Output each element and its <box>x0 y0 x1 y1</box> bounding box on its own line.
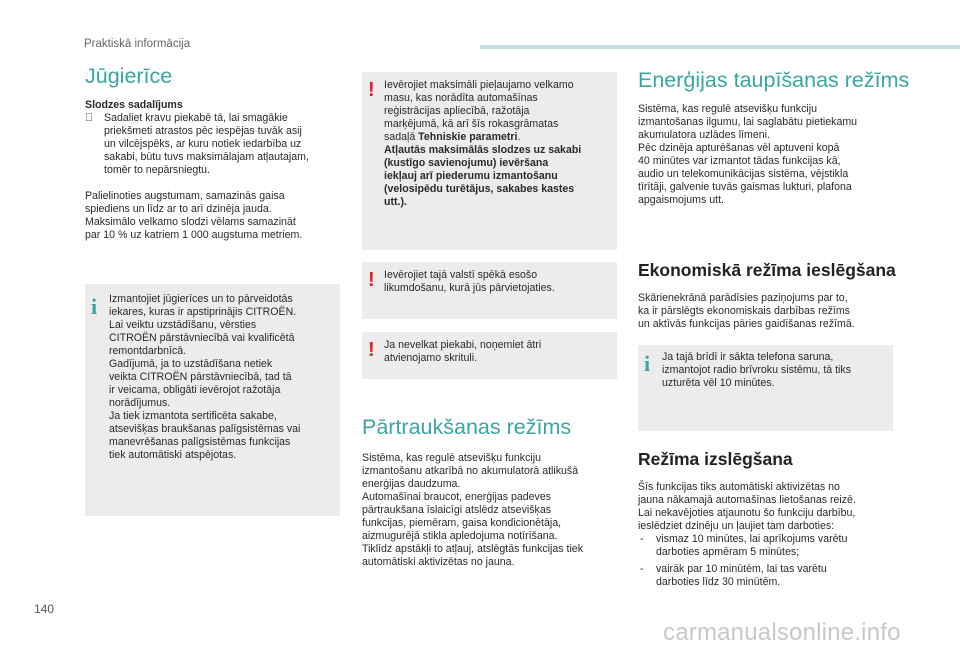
economy-on-paragraph: Skārienekrānā parādīsies paziņojums par to, ka ir pārslēgts ekonomiskais darbības režīms un aktīvās funkcijas pāries gaidīšanas režīmā. <box>638 292 855 330</box>
warning-exclamation-icon: ! <box>368 339 375 361</box>
warning-box-max-mass <box>362 72 617 250</box>
watermark: carmanualsonline.info <box>663 619 901 646</box>
link-technical-params: Tehniskie parametri <box>418 131 518 143</box>
dash-mark: - <box>640 563 644 575</box>
altitude-paragraph: Palielinoties augstumam, samazinās gaisa spiediens un līdz ar to arī dzinēja jauda. Maksimālo velkamo slodzi vēlams samazināt par 10 % uz katriem 1 000 augstuma metriem. <box>85 190 303 241</box>
warning-box-legislation-text: Ievērojiet tajā valstī spēkā esošo likumdošanu, kurā jūs pārvietojaties. <box>384 269 555 294</box>
dash-mark: - <box>640 533 644 545</box>
heading-jugierice: Jūgierīce <box>85 64 173 88</box>
warning-bold-note: Atļautās maksimālās slodzes uz sakabi (kustīgo savienojumu) ievēršana iekļauj arī piederumu izmantošanu (velosipēdu turētājus, sakabes kastes utt.). <box>384 144 582 208</box>
warning-exclamation-icon: ! <box>368 79 375 101</box>
running-header: Praktiskā informācija <box>84 38 191 50</box>
bullet-load-text: Sadaliet kravu piekabē tā, lai smagākie priekšmeti atrastos pēc iespējas tuvāk asij un vilcējspēks, ar kuru notiek iedarbība uz sakabi, būtu tuvs maksimālajam atļautajam, tomēr to nepārsniegtu. <box>104 112 309 176</box>
page-number: 140 <box>34 602 55 616</box>
dash-item-10-minutes: vismaz 10 minūtes, lai aprīkojums varētu darboties apmēram 5 minūtes; <box>656 533 848 558</box>
heading-mode-exit: Režīma izslēgšana <box>638 449 793 469</box>
load-shedding-paragraph: Sistēma, kas regulē atsevišķu funkciju izmantošanu atkarībā no akumulatorā atlikušā enerģijas daudzuma. Automašīnai braucot, enerģijas padeves pārtraukšana īslaicīgi atslēdz atsevišķas funkcijas, piemēram, gaisa kondicionētāja, aizmugurējā stikla apledojuma notīrīšana. Tiklīdz apstākļi to atļauj, atslēgtās funkcijas tiek automātiski aktivizētas no jauna. <box>362 452 583 568</box>
subheading-load-distribution: Slodzes sadalījums <box>85 99 183 111</box>
info-i-icon: i <box>644 351 651 376</box>
bullet-mark <box>85 112 88 124</box>
warning-box-towball-text: Ja nevelkat piekabi, noņemiet ātri atvienojamo skrituli. <box>384 339 542 364</box>
info-box-towbar <box>85 284 340 516</box>
mode-exit-paragraph: Šīs funkcijas tiks automātiski aktivizētas no jauna nākamajā automašīnas lietošanas reizē. Lai nekavējoties atjaunotu šo funkciju darbību, ieslēdziet dzinēju un ļaujiet tam darboties: <box>638 481 856 532</box>
heading-economy-on: Ekonomiskā režīma ieslēgšana <box>638 260 896 280</box>
dash-item-over-10-minutes: vairāk par 10 minūtēm, lai tas varētu darboties līdz 30 minūtēm. <box>656 563 827 588</box>
info-i-icon: i <box>91 294 98 319</box>
info-box-phone-call <box>638 345 893 431</box>
heading-load-shedding: Pārtraukšanas režīms <box>362 415 572 439</box>
warning-box-towball <box>362 332 617 379</box>
heading-energy-saving: Enerģijas taupīšanas režīms <box>638 68 910 92</box>
warning-exclamation-icon: ! <box>368 269 375 291</box>
info-box-towbar-text: Izmantojiet jūgierīces un to pārveidotās iekares, kuras ir apstiprinājis CITROËN. Lai veiktu uzstādīšanu, vērsties CITROËN pārstāvniecībā vai kvalificētā remontdarbnīcā. Gadījumā, ja to uzstādīšana netiek veikta CITROËN pārstāvniecībā, tad tā ir veicama, obligāti ievērojot ražotāja norādījumus. Ja tiek izmantota sertificēta sakabe, atsevišķas braukšanas palīgsistēmas vai manevrēšanas palīgsistēmas funkcijas tiek automātiski atspējotas. <box>109 293 301 461</box>
header-accent-bar <box>480 45 960 49</box>
energy-saving-paragraph: Sistēma, kas regulē atsevišķu funkciju izmantošanas ilgumu, lai saglabātu pietiekamu akumulatora uzlādes līmeni. Pēc dzinēja apturēšanas vēl aptuveni kopā 40 minūtes var izmantot tādas funkcijas kā, audio un telekomunikācijas sistēma, vējstikla tīrītāji, galvenie tuvās gaismas lukturi, plafona apgaismojums utt. <box>638 103 858 206</box>
warning-box-max-mass-text: Ievērojiet maksimāli pieļaujamo velkamo masu, kas norādīta automašīnas reģistrācijas apliecībā, ražotāja marķējumā, kā arī šīs rokasgrāmatas sadaļā Tehniskie parametri. Atļautās maksimālās slodzes uz sakabi (kustīgo savienojumu) ievēršana iekļauj arī piederumu izmantošanu (velosipēdu turētājus, sakabes kastes utt.). <box>384 79 582 208</box>
info-box-phone-call-text: Ja tajā brīdī ir sākta telefona saruna, izmantojot radio brīvroku sistēmu, tā tiks uzturēta vēl 10 minūtes. <box>662 351 851 389</box>
warning-box-legislation <box>362 262 617 319</box>
